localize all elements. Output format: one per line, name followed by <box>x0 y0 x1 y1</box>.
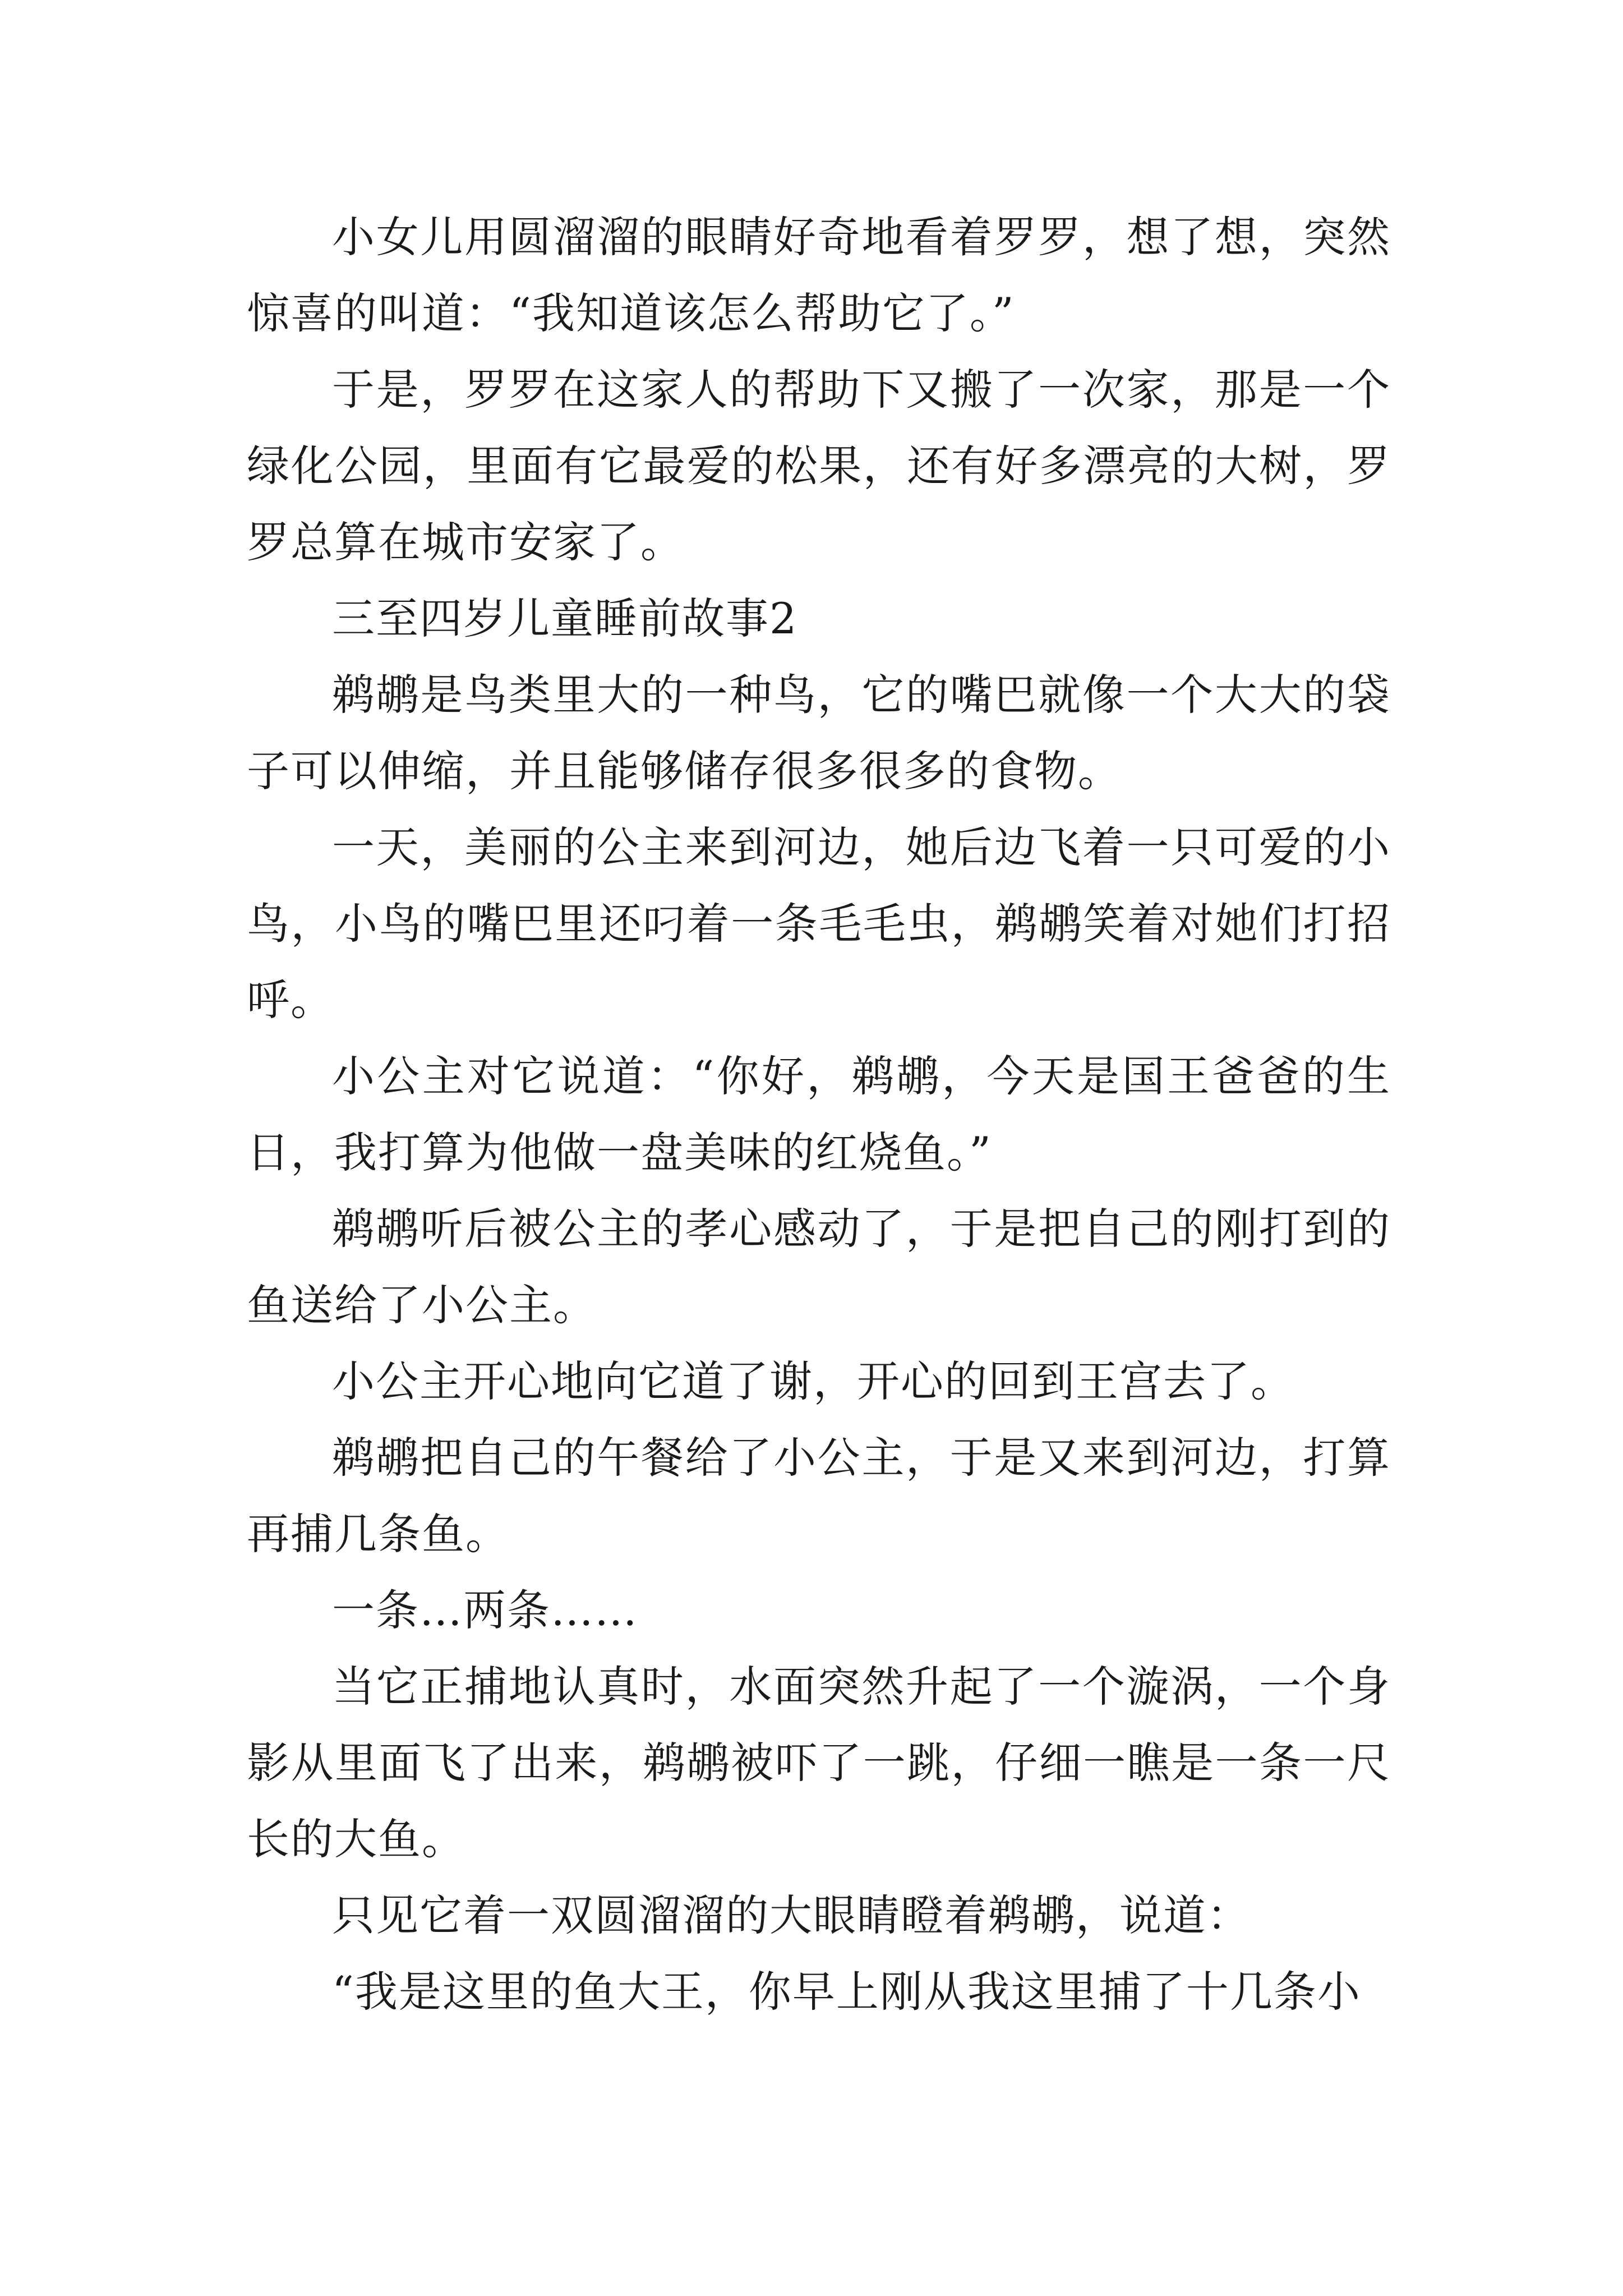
paragraph: 鹈鹕听后被公主的孝心感动了，于是把自己的刚打到的鱼送给了小公主。 <box>247 1204 1391 1330</box>
paragraph: 于是，罗罗在这家人的帮助下又搬了一次家，那是一个绿化公园，里面有它最爱的松果，还有好多漂亮的大树，罗罗总算在城市安家了。 <box>247 365 1391 567</box>
paragraph: 当它正捕地认真时，水面突然升起了一个漩涡，一个身影从里面飞了出来，鹈鹕被吓了一跳，仔细一瞧是一条一尺长的大鱼。 <box>247 1662 1391 1864</box>
paragraph: 一天，美丽的公主来到河边，她后边飞着一只可爱的小鸟，小鸟的嘴巴里还叼着一条毛毛虫，鹈鹕笑着对她们打招呼。 <box>247 822 1391 1025</box>
document-body <box>247 199 1391 2030</box>
paragraph: 鹈鹕把自己的午餐给了小公主，于是又来到河边，打算再捕几条鱼。 <box>247 1433 1391 1559</box>
paragraph: 小公主开心地向它道了谢，开心的回到王宫去了。 <box>332 1356 1294 1406</box>
paragraph: 鹈鹕是鸟类里大的一种鸟，它的嘴巴就像一个大大的袋子可以伸缩，并且能够储存很多很多的食物。 <box>247 670 1391 796</box>
paragraph: 只见它着一双圆溜溜的大眼睛瞪着鹈鹕，说道： <box>332 1890 1251 1940</box>
paragraph: 小公主对它说道：“你好，鹈鹕，今天是国王爸爸的生日，我打算为他做一盘美味的红烧鱼。” <box>247 1051 1391 1177</box>
paragraph: 小女儿用圆溜溜的眼睛好奇地看着罗罗，想了想，突然惊喜的叫道：“我知道该怎么帮助它了。” <box>247 212 1391 338</box>
paragraph: 一条…两条…… <box>332 1585 638 1635</box>
section-heading: 三至四岁儿童睡前故事2 <box>332 593 798 643</box>
paragraph: “我是这里的鱼大王，你早上刚从我这里捕了十几条小 <box>332 1967 1361 2017</box>
